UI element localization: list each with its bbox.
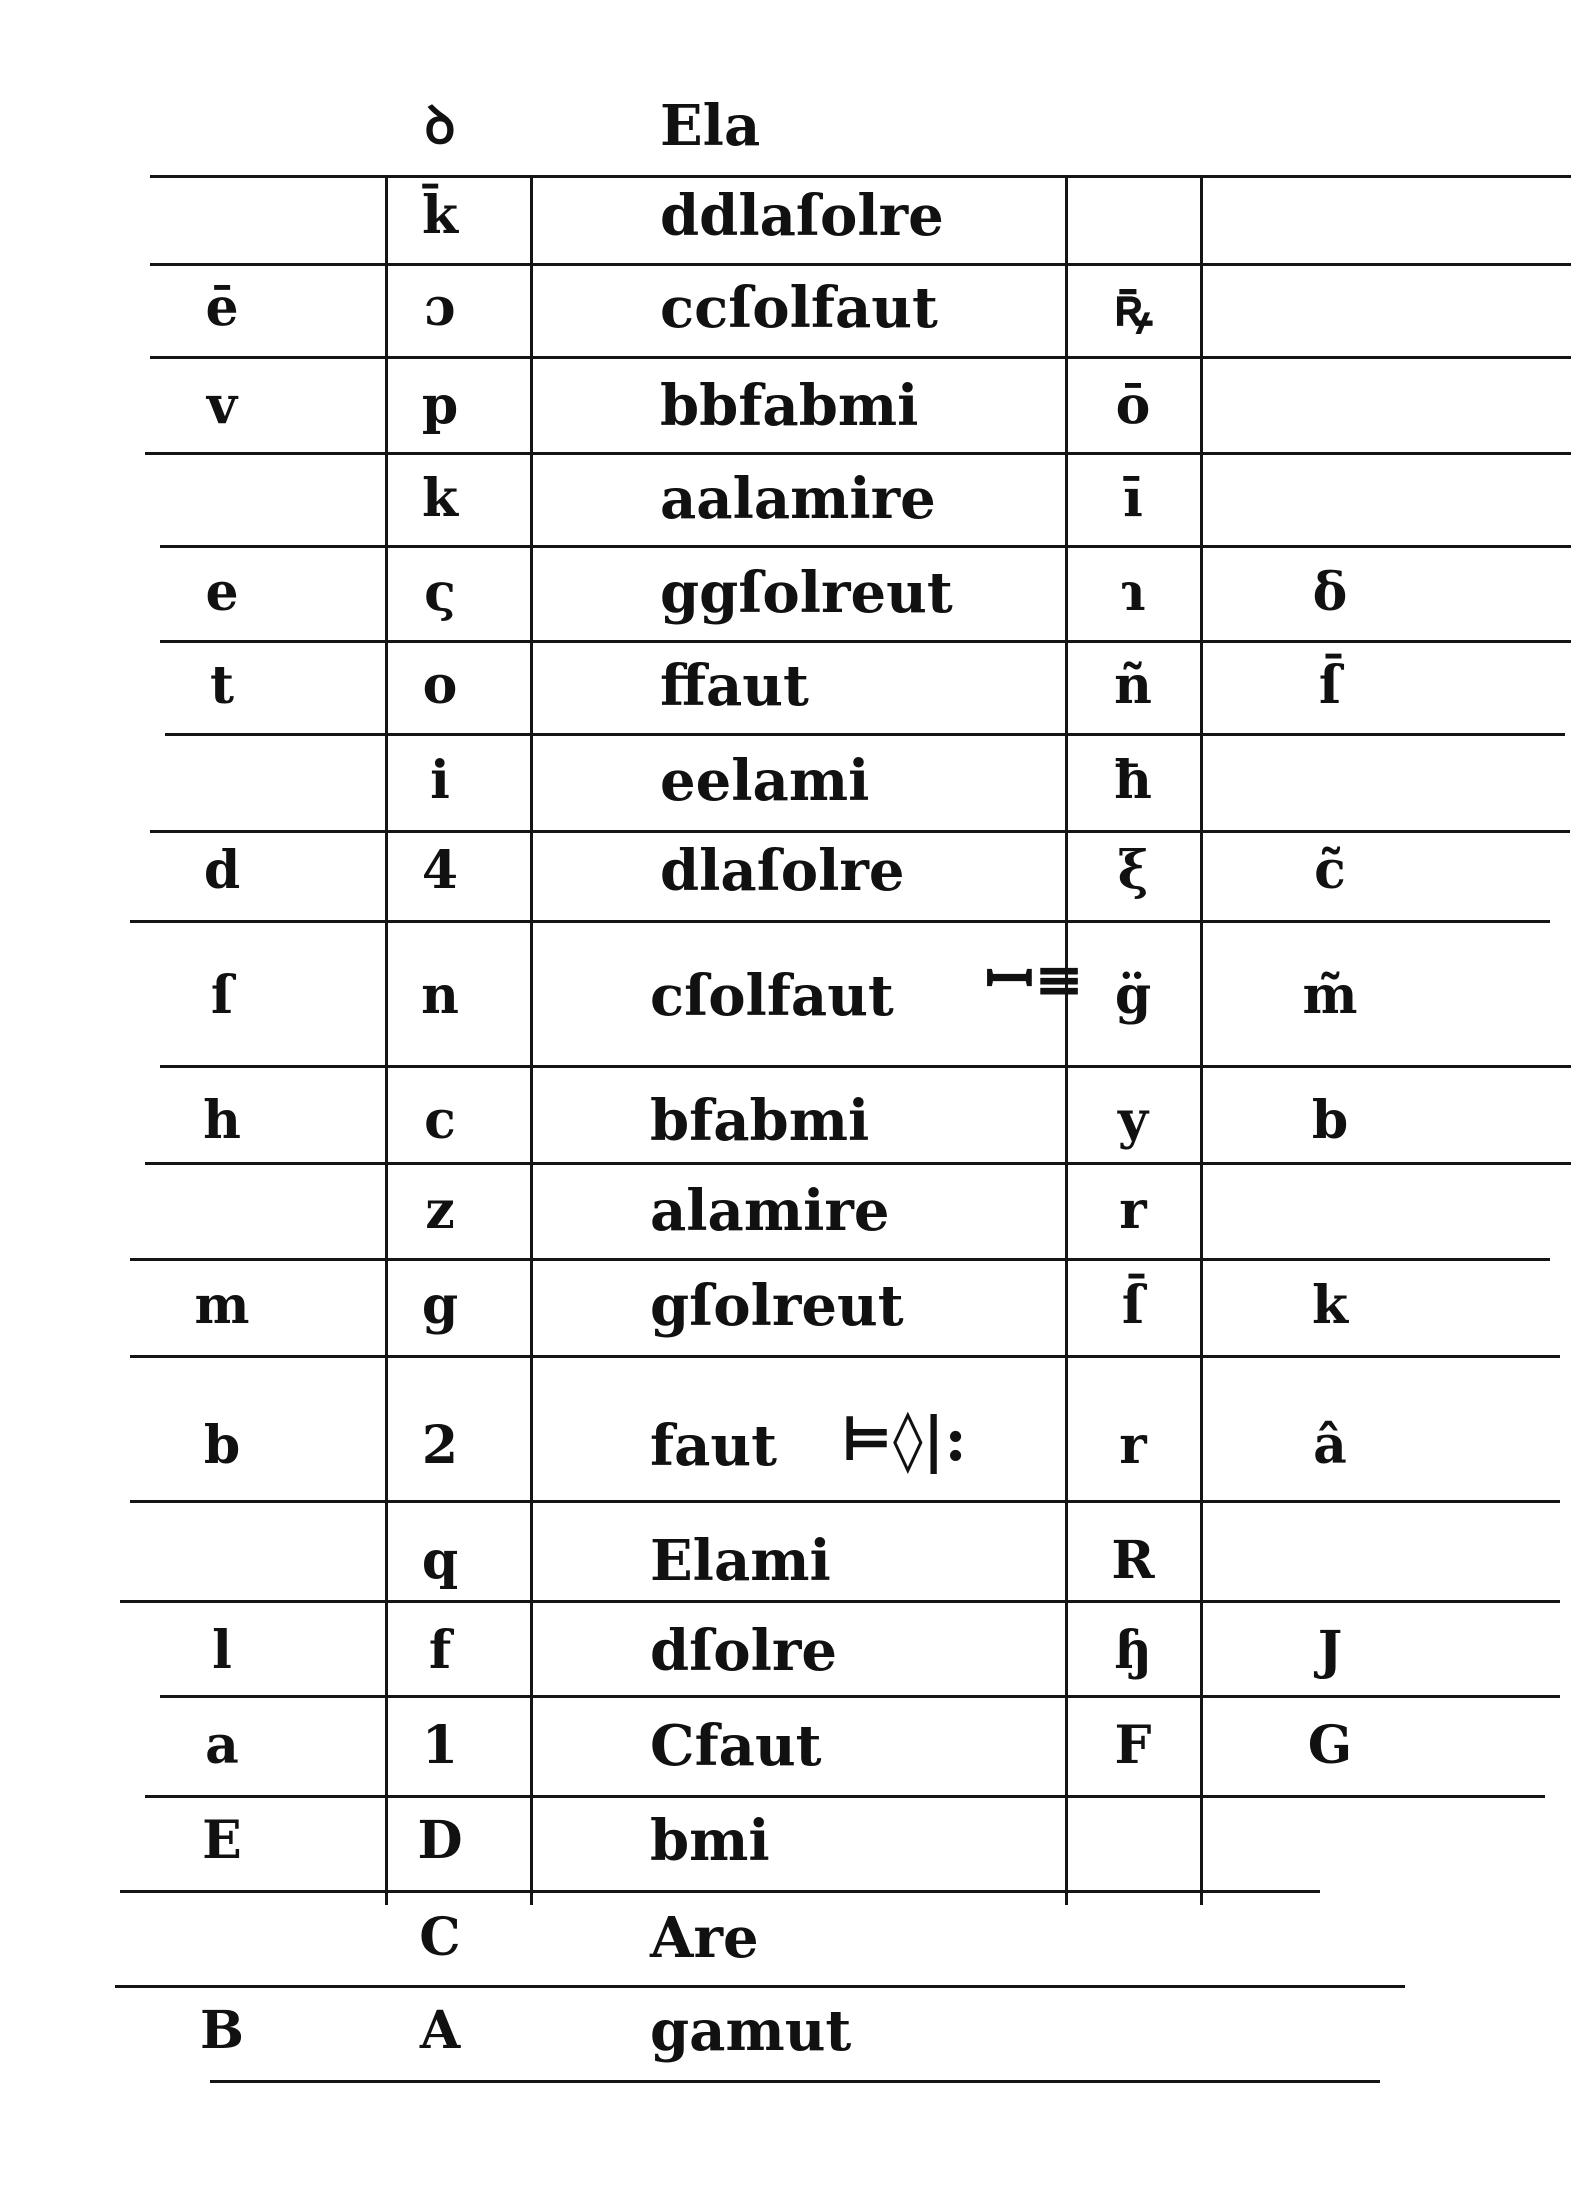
table-cell-c2: ꝺ [424, 95, 456, 156]
table-cell-c4: R [1111, 1530, 1155, 1591]
table-cell-c5: b [1311, 1090, 1349, 1151]
f-clef-icon: ⊨◊|: [840, 1405, 967, 1475]
table-cell-c1: ſ [210, 965, 234, 1026]
table-cell-c3: ggſolreut [660, 560, 953, 626]
table-cell-c2: A [419, 2000, 461, 2061]
table-cell-c3: dlaſolre [660, 838, 905, 904]
table-rule [150, 263, 1571, 266]
table-cell-c1: l [212, 1620, 232, 1681]
table-cell-c3: faut [650, 1413, 777, 1479]
table-cell-c2: 2 [421, 1415, 459, 1476]
table-cell-c2: p [421, 375, 459, 436]
table-cell-c1: b [203, 1415, 241, 1476]
table-rule [120, 1890, 1320, 1893]
table-cell-c2: c [424, 1090, 456, 1151]
table-rule [150, 175, 1571, 178]
table-cell-c2: k̄ [421, 185, 459, 246]
table-cell-c3: alamire [650, 1178, 890, 1244]
table-cell-c1: B [200, 2000, 244, 2061]
table-rule [150, 830, 1570, 833]
table-cell-c1: d [203, 840, 241, 901]
table-rule [150, 356, 1571, 359]
table-rule [160, 1065, 1571, 1068]
table-rule [130, 1500, 1560, 1503]
table-cell-c2: f [428, 1620, 452, 1681]
table-rule [160, 640, 1571, 643]
table-cell-c2: D [417, 1810, 463, 1871]
table-cell-c3: ddlaſolre [660, 183, 944, 249]
table-rule [130, 920, 1550, 923]
column-divider [530, 175, 533, 1905]
table-cell-c3: ccſolfaut [660, 275, 938, 341]
table-cell-c2: ɔ [424, 277, 456, 338]
c-clef-icon: ꟷ≡ [985, 945, 1085, 1015]
table-rule [120, 1600, 1560, 1603]
table-cell-c3: bbfabmi [660, 373, 919, 439]
table-cell-c4: r [1119, 1180, 1147, 1241]
table-cell-c3: bmi [650, 1808, 770, 1874]
table-cell-c3: gſolreut [650, 1273, 904, 1339]
table-cell-c5: â [1313, 1415, 1347, 1476]
table-cell-c4: ꝶ̄ [1113, 277, 1153, 338]
table-cell-c2: C [419, 1907, 461, 1968]
table-rule [165, 733, 1565, 736]
table-rule [160, 1695, 1560, 1698]
table-cell-c2: k [421, 468, 459, 529]
table-cell-c2: n [421, 965, 459, 1026]
table-cell-c1: m [194, 1275, 250, 1336]
table-cell-c5: ſ̄ [1318, 655, 1342, 716]
table-cell-c1: E [202, 1810, 242, 1871]
table-cell-c4: y [1117, 1090, 1149, 1151]
table-cell-c5: c̃ [1314, 840, 1346, 901]
column-divider [1200, 175, 1203, 1905]
table-rule [145, 1795, 1545, 1798]
table-cell-c1: t [209, 655, 235, 716]
table-rule [130, 1258, 1550, 1261]
table-cell-c4: F [1114, 1715, 1152, 1776]
table-cell-c4: r [1119, 1415, 1147, 1476]
table-cell-c4: ɧ [1114, 1620, 1152, 1681]
table-cell-c4: ī [1123, 468, 1143, 529]
table-cell-c1: e [205, 562, 239, 623]
table-cell-c3: Are [650, 1905, 759, 1971]
table-cell-c3: aalamire [660, 466, 936, 532]
table-cell-c2: 1 [421, 1715, 459, 1776]
column-divider [1065, 175, 1068, 1905]
table-rule [145, 452, 1571, 455]
table-cell-c5: J [1317, 1620, 1343, 1681]
table-cell-c5: m̃ [1302, 965, 1358, 1026]
table-cell-c5: G [1307, 1715, 1353, 1776]
table-cell-c3: dſolre [650, 1618, 838, 1684]
table-rule [145, 1162, 1571, 1165]
table-rule [115, 1985, 1405, 1988]
table-cell-c2: g [421, 1275, 459, 1336]
table-cell-c3: cſolfaut [650, 963, 894, 1029]
table-cell-c4: ξ [1117, 840, 1149, 901]
table-rule [160, 545, 1571, 548]
table-cell-c3: Ela [660, 93, 761, 159]
table-cell-c4: ñ [1114, 655, 1152, 716]
table-cell-c4: g̈ [1114, 965, 1152, 1026]
table-cell-c3: ffaut [660, 653, 809, 719]
table-cell-c1: v [206, 375, 238, 436]
table-cell-c3: Cfaut [650, 1713, 822, 1779]
table-cell-c3: eelami [660, 748, 870, 814]
table-cell-c4: ſ̄ [1121, 1275, 1145, 1336]
table-cell-c4: ō [1115, 375, 1151, 436]
table-cell-c3: Elami [650, 1528, 831, 1594]
table-cell-c3: gamut [650, 1998, 852, 2064]
table-cell-c4: ħ [1114, 750, 1152, 811]
table-cell-c5: ẟ [1312, 562, 1348, 623]
table-cell-c2: q [421, 1530, 459, 1591]
table-rule [210, 2080, 1380, 2083]
table-cell-c1: ē [205, 277, 239, 338]
table-cell-c2: ς [424, 562, 456, 623]
table-rule [130, 1355, 1560, 1358]
table-cell-c3: bfabmi [650, 1088, 870, 1154]
table-cell-c1: h [203, 1090, 241, 1151]
table-cell-c2: 4 [421, 840, 459, 901]
table-cell-c2: i [430, 750, 450, 811]
table-cell-c5: k [1311, 1275, 1349, 1336]
table-cell-c4: ɿ [1120, 562, 1146, 623]
table-cell-c2: o [422, 655, 458, 716]
table-cell-c2: z [425, 1180, 455, 1241]
table-cell-c1: a [205, 1715, 239, 1776]
